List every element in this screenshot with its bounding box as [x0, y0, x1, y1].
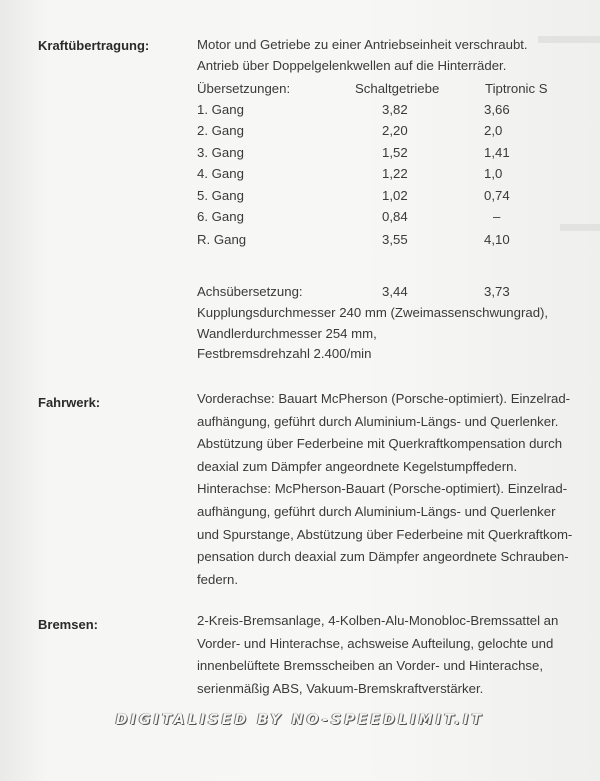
header-tiptronic: Tiptronic S: [485, 81, 548, 96]
gear-manual-ratio: 1,52: [382, 145, 408, 160]
kraft-extra: [197, 303, 548, 365]
gear-name: 1. Gang: [197, 102, 244, 117]
gear-tiptronic-ratio: 1,0: [484, 166, 503, 181]
header-schaltgetriebe: Schaltgetriebe: [355, 81, 440, 96]
gear-manual-ratio: 3,82: [382, 102, 408, 117]
watermark-text: DIGITALISED BY NO-SPEEDLIMIT.IT: [115, 712, 485, 728]
text-line: pensation durch deaxial zum Dämpfer angeordnete Schrauben-: [197, 549, 569, 565]
gear-tiptronic-ratio: 0,74: [484, 188, 510, 203]
bleed-through-mark: [538, 36, 600, 43]
gear-manual-ratio: 3,55: [382, 232, 408, 247]
section-label-bremsen: Bremsen:: [38, 617, 98, 632]
header-uebersetzungen: Übersetzungen:: [197, 81, 291, 96]
gear-name: 5. Gang: [197, 188, 244, 203]
text-line: aufhängung, geführt durch Aluminium-Längs- und Querlenker.: [197, 413, 559, 429]
text-line: Festbremsdrehzahl 2.400/min: [197, 346, 372, 362]
gear-name: R. Gang: [197, 232, 247, 247]
gear-name: 2. Gang: [197, 123, 244, 138]
axle-tiptronic-ratio: 3,73: [484, 284, 510, 299]
text-line: Abstützung über Federbeine mit Querkraftkompensation durch: [197, 436, 563, 452]
gear-manual-ratio: 1,02: [382, 188, 408, 203]
gear-name: 4. Gang: [197, 166, 244, 181]
text-line: serienmäßig ABS, Vakuum-Bremskraftverstärker.: [197, 680, 484, 696]
bleed-through-mark: [560, 224, 600, 231]
gear-manual-ratio: 0,84: [382, 209, 408, 224]
gear-tiptronic-ratio: 2,0: [484, 123, 503, 138]
text-line: und Spurstange, Abstützung über Federbeine mit Querkraftkom-: [197, 526, 573, 542]
axle-ratio-label: Achsübersetzung:: [197, 284, 303, 299]
text-line: 2-Kreis-Bremsanlage, 4-Kolben-Alu-Monobloc-Bremssattel an: [197, 613, 559, 628]
section-label-fahrwerk: Fahrwerk:: [38, 395, 101, 410]
fahrwerk-text: [197, 388, 572, 591]
text-line: Hinterachse: McPherson-Bauart (Porsche-optimiert). Einzelrad-: [197, 481, 568, 497]
text-line: aufhängung, geführt durch Aluminium-Längs- und Querlenker: [197, 503, 556, 519]
text-line: Vorderachse: Bauart McPherson (Porsche-optimiert). Einzelrad-: [197, 391, 571, 406]
axle-manual-ratio: 3,44: [382, 284, 408, 299]
text-line: Antrieb über Doppelgelenkwellen auf die Hinterräder.: [197, 57, 507, 73]
gear-manual-ratio: 2,20: [382, 123, 408, 138]
gear-tiptronic-ratio: 1,41: [484, 145, 510, 160]
section-label-kraftuebertragung: Kraftübertragung:: [38, 38, 150, 53]
text-line: Wandlerdurchmesser 254 mm,: [197, 325, 377, 341]
bremsen-text: [197, 610, 558, 700]
gear-manual-ratio: 1,22: [382, 166, 408, 181]
gear-name: 6. Gang: [197, 209, 244, 224]
text-line: Vorder- und Hinterachse, achsweise Aufteilung, gelochte und: [197, 635, 554, 651]
text-line: deaxial zum Dämpfer angeordnete Kegelstumpffedern.: [197, 458, 518, 474]
gear-tiptronic-ratio: 4,10: [484, 232, 510, 247]
gear-tiptronic-ratio: 3,66: [484, 102, 510, 117]
gear-tiptronic-ratio: –: [493, 209, 501, 224]
text-line: federn.: [197, 571, 239, 587]
text-line: innenbelüftete Bremsscheiben an Vorder- und Hinterachse,: [197, 658, 544, 674]
text-line: Kupplungsdurchmesser 240 mm (Zweimassenschwungrad),: [197, 305, 549, 320]
text-line: Motor und Getriebe zu einer Antriebseinheit verschraubt.: [197, 37, 528, 52]
kraft-intro: [197, 35, 528, 76]
gear-name: 3. Gang: [197, 145, 244, 160]
